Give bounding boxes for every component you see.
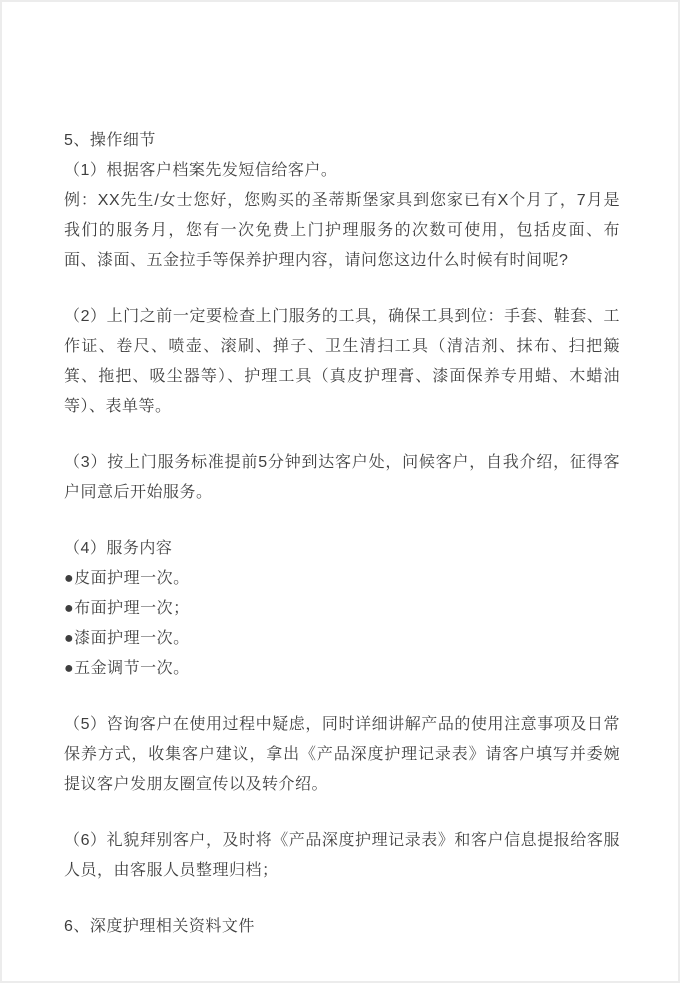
- step-4-service-content: （4）服务内容: [64, 540, 173, 557]
- bullet-hardware-adjust: ●五金调节一次。: [64, 660, 190, 677]
- sms-example-paragraph: 例：XX先生/女士您好，您购买的圣蒂斯堡家具到您家已有X个月了，7月是我们的服务月，您有一次免费上门护理服务的次数可使用，包括皮面、布面、漆面、五金拉手等保养护理内容，请问您这边什么时候有时间呢?: [64, 192, 620, 269]
- section-6-heading: 6、深度护理相关资料文件: [64, 918, 255, 935]
- bullet-paint-care: ●漆面护理一次。: [64, 630, 190, 647]
- step-1-send-sms: （1）根据客户档案先发短信给客户。: [64, 162, 338, 179]
- step-3-arrive-early: （3）按上门服务标准提前5分钟到达客户处，问候客户，自我介绍，征得客户同意后开始服务。: [64, 454, 620, 501]
- step-5-consult-customer: （5）咨询客户在使用过程中疑虑，同时详细讲解产品的使用注意事项及日常保养方式，收集客户建议，拿出《产品深度护理记录表》请客户填写并委婉提议客户发朋友圈宣传以及转介绍。: [64, 716, 620, 793]
- document-body: [2, 2, 678, 942]
- bullet-fabric-care: ●布面护理一次；: [64, 600, 190, 617]
- step-6-farewell-report: （6）礼貌拜别客户，及时将《产品深度护理记录表》和客户信息提报给客服人员，由客服人员整理归档；: [64, 832, 620, 879]
- bullet-leather-care: ●皮面护理一次。: [64, 570, 190, 587]
- step-2-check-tools: （2）上门之前一定要检查上门服务的工具，确保工具到位：手套、鞋套、工作证、卷尺、喷壶、滚刷、掸子、卫生清扫工具（清洁剂、抹布、扫把簸箕、拖把、吸尘器等）、护理工具（真皮护理膏、漆面保养专用蜡、木蜡油等）、表单等。: [64, 308, 620, 415]
- section-5-heading: 5、操作细节: [64, 132, 156, 149]
